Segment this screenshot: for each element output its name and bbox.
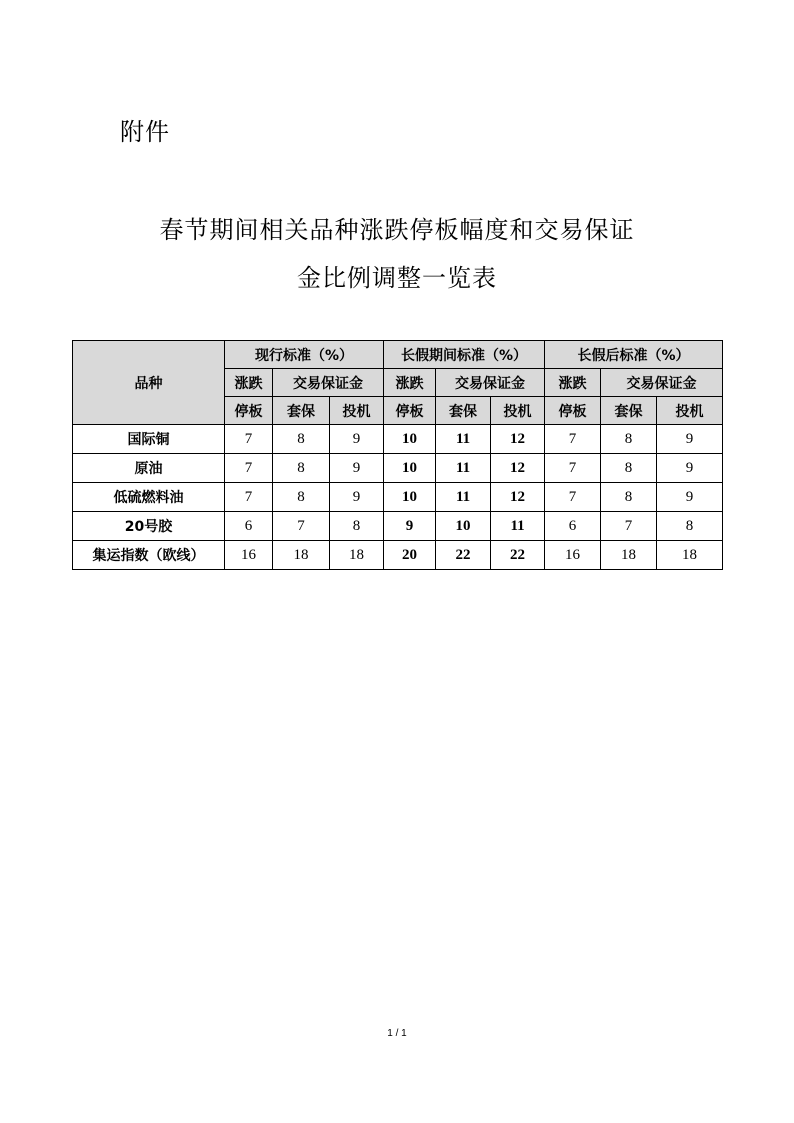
table-cell: 12: [491, 454, 545, 483]
table-cell: 10: [384, 454, 436, 483]
table-cell: 11: [491, 512, 545, 541]
margin-header: 交易保证金: [273, 369, 384, 397]
table-cell: 8: [273, 425, 330, 454]
product-name: 国际铜: [73, 425, 225, 454]
limit-header-top: 涨跌: [225, 369, 273, 397]
table-cell: 11: [436, 454, 491, 483]
table-cell: 7: [273, 512, 330, 541]
table-cell: 8: [601, 425, 657, 454]
table-cell: 9: [384, 512, 436, 541]
margin-header: 交易保证金: [436, 369, 545, 397]
table-cell: 10: [384, 483, 436, 512]
spec-header: 投机: [657, 397, 723, 425]
table-cell: 18: [273, 541, 330, 570]
table-cell: 9: [657, 483, 723, 512]
table-cell: 11: [436, 483, 491, 512]
hedge-header: 套保: [436, 397, 491, 425]
table-cell: 11: [436, 425, 491, 454]
table-cell: 10: [384, 425, 436, 454]
table-cell: 9: [330, 454, 384, 483]
table-cell: 8: [601, 454, 657, 483]
spec-header: 投机: [491, 397, 545, 425]
table-cell: 10: [436, 512, 491, 541]
table-cell: 7: [545, 454, 601, 483]
table-cell: 18: [601, 541, 657, 570]
table-cell: 22: [436, 541, 491, 570]
table-row: [73, 541, 723, 570]
table-cell: 6: [225, 512, 273, 541]
document-title-line2: 金比例调整一览表: [297, 264, 497, 292]
table-cell: 18: [330, 541, 384, 570]
table-cell: 9: [330, 425, 384, 454]
table-cell: 7: [225, 454, 273, 483]
group-header-holiday: 长假期间标准（%）: [384, 341, 545, 369]
limit-header-bottom: 停板: [384, 397, 436, 425]
table-cell: 8: [601, 483, 657, 512]
table-cell: 6: [545, 512, 601, 541]
limit-header-bottom: 停板: [225, 397, 273, 425]
product-name: 集运指数（欧线）: [73, 541, 225, 570]
table-row: [73, 454, 723, 483]
limit-header-top: 涨跌: [545, 369, 601, 397]
page-number: 1 / 1: [387, 1028, 407, 1039]
product-header: 品种: [73, 341, 225, 425]
table-cell: 7: [545, 483, 601, 512]
table-cell: 7: [225, 483, 273, 512]
table-cell: 9: [657, 454, 723, 483]
attachment-label: 附件: [120, 118, 170, 146]
table-cell: 7: [545, 425, 601, 454]
adjustment-table: [72, 340, 723, 570]
table-cell: 7: [601, 512, 657, 541]
table-cell: 16: [545, 541, 601, 570]
table-cell: 9: [330, 483, 384, 512]
product-name: 原油: [73, 454, 225, 483]
table-cell: 8: [657, 512, 723, 541]
table-row: [73, 512, 723, 541]
table-cell: 18: [657, 541, 723, 570]
product-name: 低硫燃料油: [73, 483, 225, 512]
spec-header: 投机: [330, 397, 384, 425]
table-cell: 22: [491, 541, 545, 570]
hedge-header: 套保: [273, 397, 330, 425]
table-cell: 8: [273, 454, 330, 483]
table-cell: 12: [491, 483, 545, 512]
table-cell: 20: [384, 541, 436, 570]
limit-header-bottom: 停板: [545, 397, 601, 425]
table-cell: 8: [273, 483, 330, 512]
table-row: [73, 425, 723, 454]
table-cell: 7: [225, 425, 273, 454]
margin-header: 交易保证金: [601, 369, 723, 397]
limit-header-top: 涨跌: [384, 369, 436, 397]
table-cell: 12: [491, 425, 545, 454]
hedge-header: 套保: [601, 397, 657, 425]
table-cell: 16: [225, 541, 273, 570]
table-row: [73, 483, 723, 512]
table-cell: 9: [657, 425, 723, 454]
document-title-line1: 春节期间相关品种涨跌停板幅度和交易保证: [159, 216, 635, 244]
group-header-after: 长假后标准（%）: [545, 341, 723, 369]
table-cell: 8: [330, 512, 384, 541]
product-name: 20号胶: [73, 512, 225, 541]
group-header-current: 现行标准（%）: [225, 341, 384, 369]
